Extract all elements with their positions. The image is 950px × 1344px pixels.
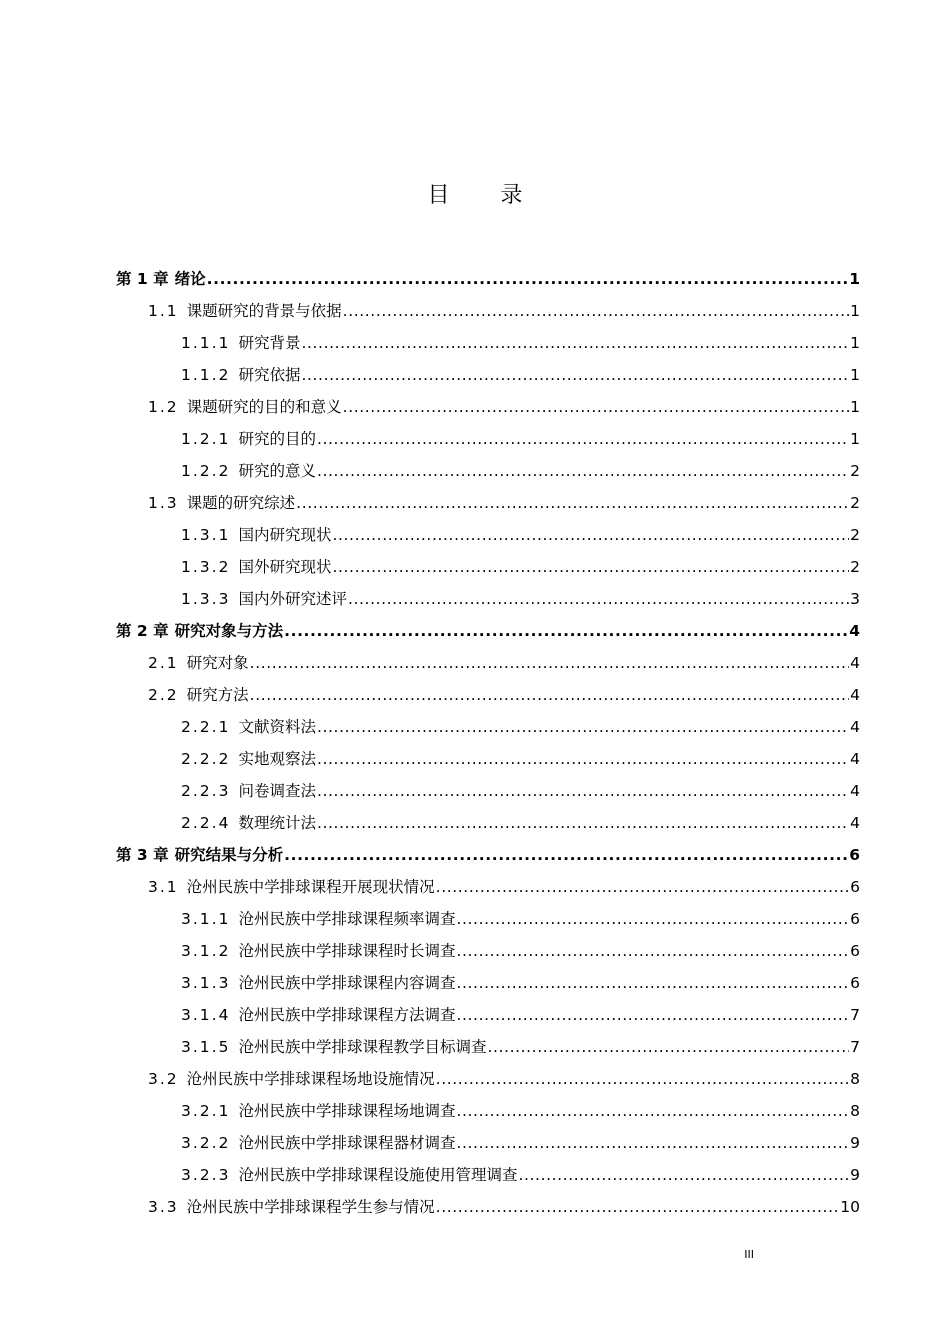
- toc-entry-title: 沧州民族中学排球课程设施使用管理调查: [238, 1166, 518, 1184]
- toc-dot-leader: [332, 556, 849, 578]
- toc-entry-title: 沧州民族中学排球课程内容调查: [238, 974, 456, 992]
- toc-entry[interactable]: [148, 1196, 860, 1218]
- toc-entry-number: 2.1: [148, 654, 179, 672]
- toc-entry[interactable]: [148, 396, 860, 418]
- toc-entry-number: 3.2.1: [181, 1102, 231, 1120]
- toc-entry[interactable]: [181, 972, 860, 994]
- toc-dot-leader: [301, 332, 849, 354]
- toc-dot-leader: [301, 364, 849, 386]
- toc-entry-page: 4: [850, 718, 860, 736]
- toc-entry-number: 3.1.4: [181, 1006, 231, 1024]
- toc-entry-title: 沧州民族中学排球课程教学目标调查: [238, 1038, 487, 1056]
- toc-entry-number: 1.1.2: [181, 366, 231, 384]
- toc-entry-page: 1: [849, 270, 860, 288]
- toc-entry-number: 1.3: [148, 494, 179, 512]
- toc-entry-number: 3.1.3: [181, 974, 231, 992]
- toc-entry[interactable]: [181, 524, 860, 546]
- toc-entry-number: 3.2: [148, 1070, 179, 1088]
- toc-dot-leader: [250, 652, 849, 674]
- toc-entry-title: 沧州民族中学排球课程时长调查: [238, 942, 456, 960]
- toc-entry-number: 第 3 章: [116, 846, 169, 864]
- toc-entry[interactable]: [181, 780, 860, 802]
- toc-entry-title: 课题研究的背景与依据: [186, 302, 342, 320]
- toc-entry-page: 6: [850, 878, 860, 896]
- toc-entry[interactable]: [181, 364, 860, 386]
- toc-entry[interactable]: [181, 748, 860, 770]
- toc-entry-number: 1.1.1: [181, 334, 231, 352]
- toc-entry-number: 第 1 章: [116, 270, 169, 288]
- toc-entry-title: 研究结果与分析: [174, 846, 284, 864]
- toc-entry[interactable]: [181, 1004, 860, 1026]
- toc-dot-leader: [317, 716, 849, 738]
- toc-dot-leader: [343, 396, 849, 418]
- toc-entry-title: 数理统计法: [238, 814, 316, 832]
- toc-entry[interactable]: [116, 844, 860, 866]
- toc-entry-number: 1.3.3: [181, 590, 231, 608]
- toc-dot-leader: [348, 588, 849, 610]
- toc-entry-number: 2.2.2: [181, 750, 231, 768]
- toc-dot-leader: [317, 428, 849, 450]
- toc-entry-title: 问卷调查法: [238, 782, 316, 800]
- toc-entry-page: 2: [850, 462, 860, 480]
- toc-entry-title: 国内研究现状: [238, 526, 332, 544]
- toc-entry-title: 研究依据: [238, 366, 301, 384]
- toc-dot-leader: [284, 844, 848, 866]
- toc-entry-page: 9: [850, 1166, 860, 1184]
- toc-entry-title: 研究的意义: [238, 462, 316, 480]
- toc-entry-title: 课题研究的目的和意义: [186, 398, 342, 416]
- toc-entry-number: 2.2.4: [181, 814, 231, 832]
- toc-entry[interactable]: [116, 620, 860, 642]
- toc-entry[interactable]: [181, 812, 860, 834]
- toc-entry-number: 3.2.2: [181, 1134, 231, 1152]
- toc-dot-leader: [296, 492, 849, 514]
- toc-dot-leader: [487, 1036, 849, 1058]
- toc-entry[interactable]: [181, 556, 860, 578]
- toc-entry[interactable]: [181, 1164, 860, 1186]
- toc-entry-page: 1: [850, 302, 860, 320]
- toc-entry-title: 实地观察法: [238, 750, 316, 768]
- toc-entry[interactable]: [181, 428, 860, 450]
- toc-entry-number: 1.1: [148, 302, 179, 320]
- toc-entry-title: 沧州民族中学排球课程器材调查: [238, 1134, 456, 1152]
- toc-entry[interactable]: [181, 908, 860, 930]
- toc-dot-leader: [436, 876, 849, 898]
- toc-entry-page: 4: [849, 622, 860, 640]
- toc-dot-leader: [317, 460, 849, 482]
- toc-dot-leader: [456, 908, 849, 930]
- toc-entry-number: 3.2.3: [181, 1166, 231, 1184]
- toc-entry-number: 2.2.1: [181, 718, 231, 736]
- toc-entry-number: 1.3.2: [181, 558, 231, 576]
- toc-dot-leader: [343, 300, 849, 322]
- toc-entry-title: 沧州民族中学排球课程场地设施情况: [186, 1070, 435, 1088]
- toc-entry-page: 3: [850, 590, 860, 608]
- toc-entry-page: 2: [850, 494, 860, 512]
- toc-entry-title: 研究对象: [186, 654, 249, 672]
- toc-entry-number: 3.1.2: [181, 942, 231, 960]
- toc-entry-number: 3.3: [148, 1198, 179, 1216]
- toc-entry-page: 6: [849, 846, 860, 864]
- toc-entry[interactable]: [181, 332, 860, 354]
- toc-entry[interactable]: [181, 1132, 860, 1154]
- toc-entry-number: 1.2: [148, 398, 179, 416]
- toc-entry-title: 研究背景: [238, 334, 301, 352]
- toc-entry-title: 国内外研究述评: [238, 590, 347, 608]
- toc-entry-number: 第 2 章: [116, 622, 169, 640]
- toc-entry[interactable]: [116, 268, 860, 290]
- toc-dot-leader: [436, 1196, 840, 1218]
- toc-entry[interactable]: [148, 684, 860, 706]
- toc-dot-leader: [436, 1068, 849, 1090]
- toc-entry-title: 研究对象与方法: [174, 622, 284, 640]
- toc-entry-number: 1.2.2: [181, 462, 231, 480]
- toc-dot-leader: [207, 268, 849, 290]
- toc-entry-page: 4: [850, 750, 860, 768]
- toc-entry-page: 7: [850, 1006, 860, 1024]
- toc-entry-page: 4: [850, 686, 860, 704]
- toc-entry[interactable]: [148, 492, 860, 514]
- toc-entry-title: 文献资料法: [238, 718, 316, 736]
- toc-entry[interactable]: [148, 300, 860, 322]
- toc-entry-page: 1: [850, 334, 860, 352]
- toc-entry[interactable]: [148, 876, 860, 898]
- toc-entry-page: 4: [850, 814, 860, 832]
- toc-entry[interactable]: [181, 716, 860, 738]
- toc-entry-number: 3.1: [148, 878, 179, 896]
- toc-entry-number: 2.2: [148, 686, 179, 704]
- toc-dot-leader: [332, 524, 849, 546]
- toc-entry-title: 研究的目的: [238, 430, 316, 448]
- toc-dot-leader: [456, 940, 849, 962]
- toc-entry-title: 绪论: [174, 270, 206, 288]
- toc-entry-title: 国外研究现状: [238, 558, 332, 576]
- toc-entry[interactable]: [181, 1036, 860, 1058]
- toc-dot-leader: [456, 1100, 849, 1122]
- toc-entry-number: 2.2.3: [181, 782, 231, 800]
- toc-entry-number: 3.1.5: [181, 1038, 231, 1056]
- toc-entry-page: 7: [850, 1038, 860, 1056]
- toc-entry-page: 8: [850, 1070, 860, 1088]
- toc-dot-leader: [518, 1164, 849, 1186]
- toc-entry-page: 1: [850, 430, 860, 448]
- toc-dot-leader: [317, 780, 849, 802]
- toc-entry[interactable]: [181, 460, 860, 482]
- page-number-footer: III: [744, 1248, 754, 1261]
- toc-entry-title: 研究方法: [186, 686, 249, 704]
- toc-entry-page: 4: [850, 654, 860, 672]
- toc-entry-page: 2: [850, 526, 860, 544]
- toc-entry-title: 沧州民族中学排球课程场地调查: [238, 1102, 456, 1120]
- toc-entry[interactable]: [181, 588, 860, 610]
- toc-entry[interactable]: [148, 1068, 860, 1090]
- toc-entry-page: 2: [850, 558, 860, 576]
- toc-entry-page: 1: [850, 398, 860, 416]
- toc-dot-leader: [317, 812, 849, 834]
- toc-entry-page: 6: [850, 910, 860, 928]
- toc-title: 目 录: [427, 183, 545, 208]
- toc-entry[interactable]: [148, 652, 860, 674]
- toc-dot-leader: [456, 972, 849, 994]
- toc-entry[interactable]: [181, 1100, 860, 1122]
- toc-entry-page: 10: [840, 1198, 860, 1216]
- toc-entry-page: 8: [850, 1102, 860, 1120]
- toc-dot-leader: [456, 1132, 849, 1154]
- toc-entry-page: 6: [850, 942, 860, 960]
- toc-entry-number: 3.1.1: [181, 910, 231, 928]
- toc-dot-leader: [317, 748, 849, 770]
- toc-entry-page: 9: [850, 1134, 860, 1152]
- toc-entry-title: 沧州民族中学排球课程开展现状情况: [186, 878, 435, 896]
- toc-entry-title: 沧州民族中学排球课程方法调查: [238, 1006, 456, 1024]
- toc-entry-title: 沧州民族中学排球课程学生参与情况: [186, 1198, 435, 1216]
- toc-dot-leader: [456, 1004, 849, 1026]
- toc-entry[interactable]: [181, 940, 860, 962]
- toc-entry-title: 沧州民族中学排球课程频率调查: [238, 910, 456, 928]
- toc-entry-page: 4: [850, 782, 860, 800]
- toc-entry-number: 1.2.1: [181, 430, 231, 448]
- toc-entry-page: 6: [850, 974, 860, 992]
- toc-entry-title: 课题的研究综述: [186, 494, 296, 512]
- toc-entry-number: 1.3.1: [181, 526, 231, 544]
- toc-dot-leader: [250, 684, 849, 706]
- toc-entry-page: 1: [850, 366, 860, 384]
- toc-dot-leader: [284, 620, 848, 642]
